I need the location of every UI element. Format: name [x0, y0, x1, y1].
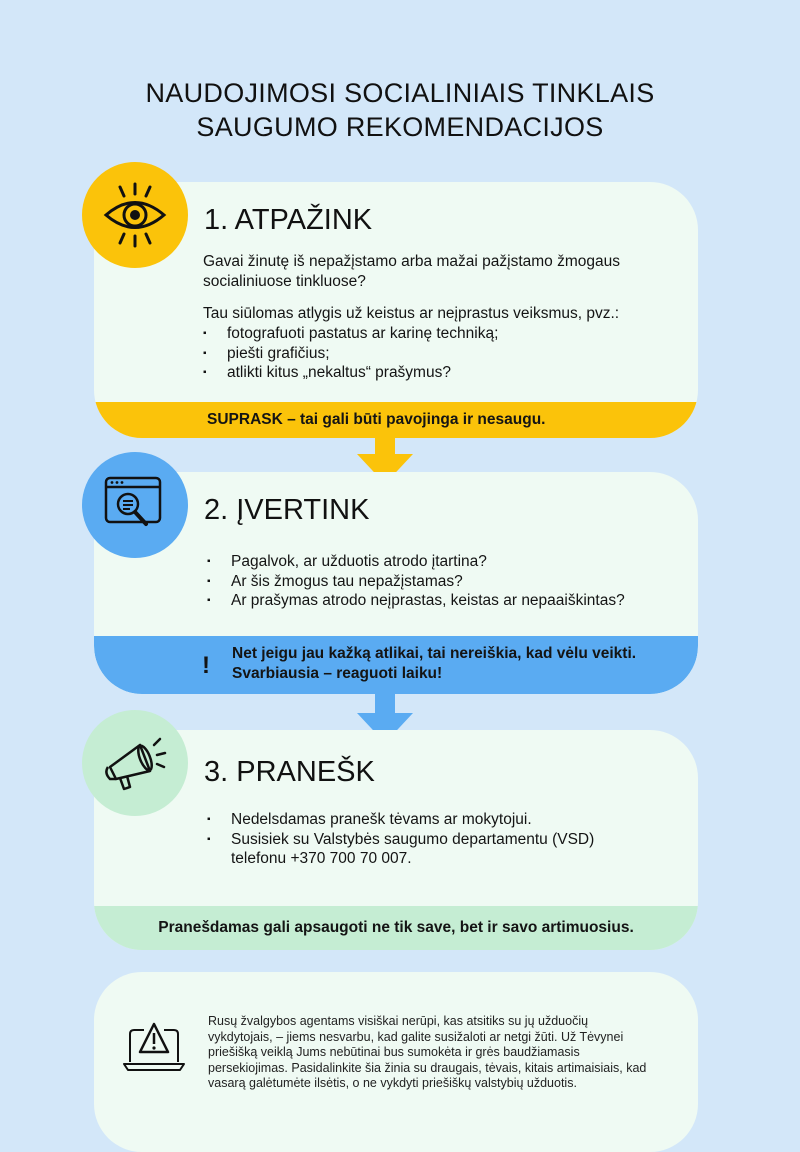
- step-3-badge: [82, 710, 188, 816]
- step-3-band-text: Pranešdamas gali apsaugoti ne tik save, bet ir savo artimuosius.: [158, 919, 634, 936]
- step-2-band: [94, 636, 698, 694]
- list-item: ▪ fotografuoti pastatus ar karinę techniką;: [203, 324, 498, 344]
- page-title: [0, 76, 800, 144]
- warning-card: [94, 972, 698, 1152]
- title-line-2: SAUGUMO REKOMENDACIJOS: [196, 112, 604, 142]
- list-item: ▪ atlikti kitus „nekaltus“ prašymus?: [203, 363, 498, 383]
- exclamation-mark: !: [202, 652, 210, 679]
- step-2-badge: [82, 452, 188, 558]
- warning-text: Rusų žvalgybos agentams visiškai nerūpi, kas atsitiks su jų užduočių vykdytojais, – jiems nesvarbu, kad galite susižaloti ar netgi žūti. Už Tėvynei priešišką veiklą Jums nebūtinai bus sumokėta ir grės baudžiamasis persekiojimas. Pasidalinkite šia žinia su draugais, tėvais, kitais artimaisiais, kad vasarą galėtumėte ilsėtis, o ne vykdyti priešiškų valstybių užduotis.: [208, 1014, 647, 1090]
- step-1-question: Gavai žinutę iš nepažįstamo arba mažai pažįstamo žmogaus socialiniuose tinkluose?: [203, 253, 620, 290]
- list-item: ▪ piešti grafičius;: [203, 344, 498, 364]
- step-1-band: [94, 402, 698, 438]
- list-item: ▪ Nedelsdamas pranešk tėvams ar mokytojui.: [207, 810, 651, 830]
- list-item: ▪ Susisiek su Valstybės saugumo departamentu (VSD) telefonu +370 700 70 007.: [207, 830, 651, 869]
- title-line-1: NAUDOJIMOSI SOCIALINIAIS TINKLAIS: [145, 78, 655, 108]
- step-2-list: [207, 552, 625, 611]
- step-3-heading: 3. PRANEŠK: [204, 756, 375, 788]
- list-item: ▪ Ar šis žmogus tau nepažįstamas?: [207, 572, 625, 592]
- browser-search-icon: [102, 472, 168, 538]
- step-2-band-line-1: Net jeigu jau kažką atlikai, tai nereiškia, kad vėlu veikti.: [232, 645, 637, 662]
- eye-icon: [100, 180, 170, 250]
- step-3-list: [207, 810, 651, 869]
- step-1-badge: [82, 162, 188, 268]
- step-1-list: [203, 324, 498, 383]
- warning-laptop-icon: [122, 1022, 186, 1074]
- step-1-offer: Tau siūlomas atlygis už keistus ar neįprastus veiksmus, pvz.:: [203, 305, 620, 322]
- megaphone-icon: [100, 731, 170, 795]
- step-2-band-text: [232, 644, 636, 684]
- step-1-band-text: SUPRASK – tai gali būti pavojinga ir nesaugu.: [207, 411, 546, 428]
- step-1-heading: 1. ATPAŽINK: [204, 204, 373, 236]
- list-item: ▪ Pagalvok, ar užduotis atrodo įtartina?: [207, 552, 625, 572]
- step-2-heading: 2. ĮVERTINK: [204, 494, 370, 526]
- list-item: ▪ Ar prašymas atrodo neįprastas, keistas ar nepaaiškintas?: [207, 591, 625, 611]
- step-2-band-line-2: Svarbiausia – reaguoti laiku!: [232, 665, 443, 682]
- step-3-band: [94, 906, 698, 950]
